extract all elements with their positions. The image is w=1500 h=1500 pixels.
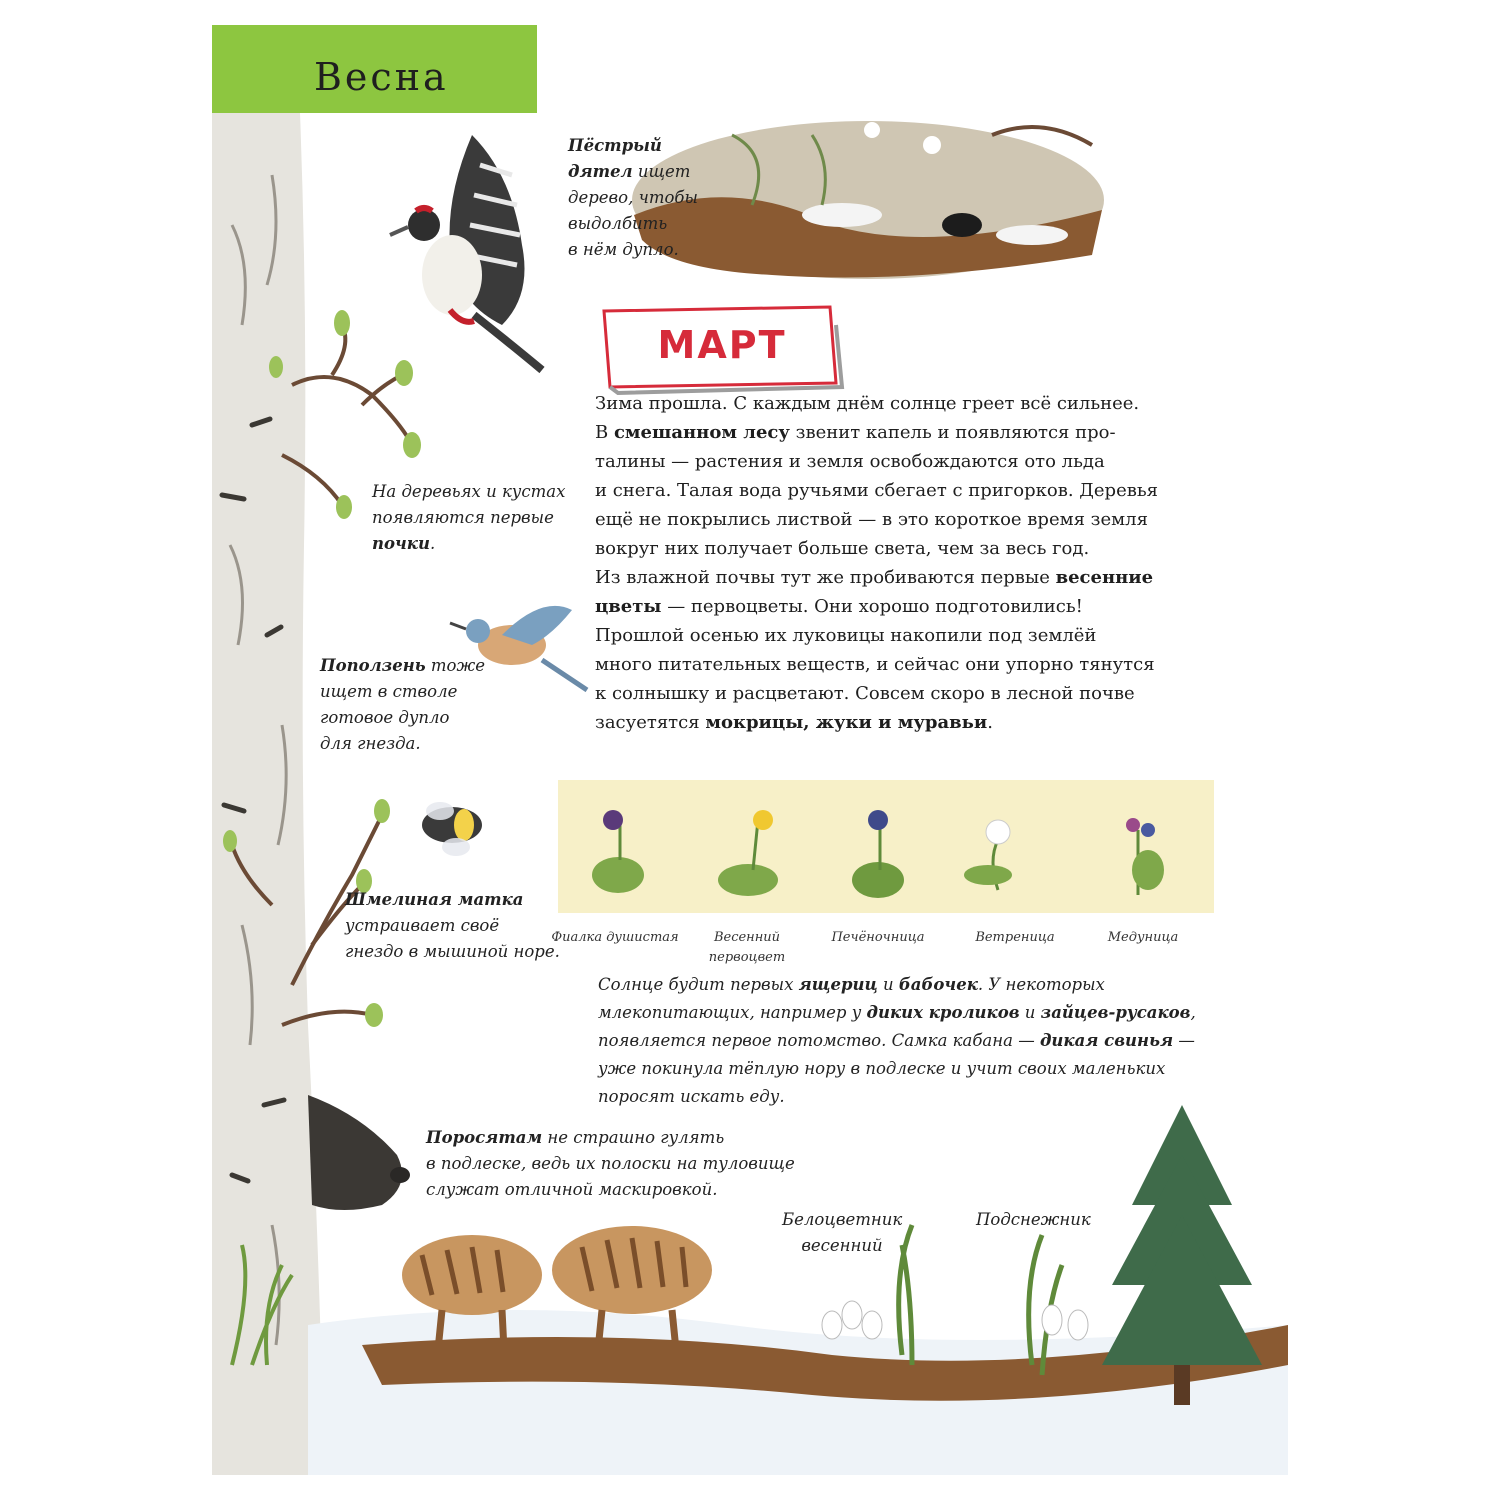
piglets-caption: Поросятам не страшно гулять в подлеске, ведь их полоски на туловище служат отличной маскировкой. (426, 1128, 795, 1199)
wild-boar-illustration (308, 1095, 410, 1210)
leucojum-label: Белоцветник весенний (782, 1210, 903, 1255)
flowers-illustration (558, 780, 1214, 913)
flower-label-primrose: Весенний первоцвет (708, 930, 786, 965)
flower-label-hepatica: Печёночница (831, 930, 925, 945)
flower-label-violet: Фиалка душистая (551, 930, 679, 945)
woodpecker-caption: Пёстрый дятел ищет дерево, чтобы выдолбить в нём дупло. (568, 136, 698, 259)
spring-flowers-strip (558, 780, 1214, 913)
month-label: МАРТ (657, 323, 787, 367)
snowdrop-label: Подснежник (976, 1210, 1091, 1229)
nuthatch-caption: Поползень тоже ищет в стволе готовое дупло для гнезда. (320, 656, 485, 753)
woodpecker-illustration (390, 135, 542, 370)
buds-caption: На деревьях и кустах появляются первые почки. (372, 482, 566, 553)
book-page (212, 25, 1288, 1475)
primrose-plant (718, 810, 778, 896)
lungwort-plant (1126, 818, 1164, 895)
forest-floor-vignette (632, 121, 1104, 279)
spruce-tree-illustration (1102, 1105, 1262, 1405)
bumblebee-illustration (422, 802, 482, 856)
anemone-plant (964, 820, 1012, 890)
birch-trunk (212, 113, 324, 1475)
bumblebee-caption: Шмелиная матка устраивает своё гнездо в мышиной норе. (345, 890, 560, 961)
flower-label-anemone: Ветреница (975, 930, 1055, 945)
section-title: Весна (314, 55, 449, 99)
second-paragraph: Солнце будит первых ящериц и бабочек. У некоторых млекопитающих, например у диких кроликов и зайцев-русаков, появляется первое потомство. Самка кабана — дикая свинья — уже покинула тёплую нору в подлеске и учит своих маленьких поросят искать еду. (598, 975, 1196, 1106)
flower-label-lungwort: Медуница (1107, 930, 1179, 945)
hepatica-plant (852, 810, 904, 898)
main-paragraph: Зима прошла. С каждым днём солнце греет всё сильнее. В смешанном лесу звенит капель и появляются про- талины — растения и земля освобождаются ото льда и снега. Талая вода ручьями сбегает с пригорков. Деревья ещё не покрылись листвой — в это короткое время земля вокруг них получает больше света, чем за весь год. Из влажной почвы тут же пробиваются первые весенние цветы — первоцветы. Они хорошо подготовились! Прошлой осенью их луковицы накопили под землёй много питательных веществ, и сейчас они упорно тянутся к солнышку и расцветают. Совсем скоро в лесной почве засуетятся мокрицы, жуки и муравьи. (595, 393, 1159, 733)
violet-plant (592, 810, 644, 893)
